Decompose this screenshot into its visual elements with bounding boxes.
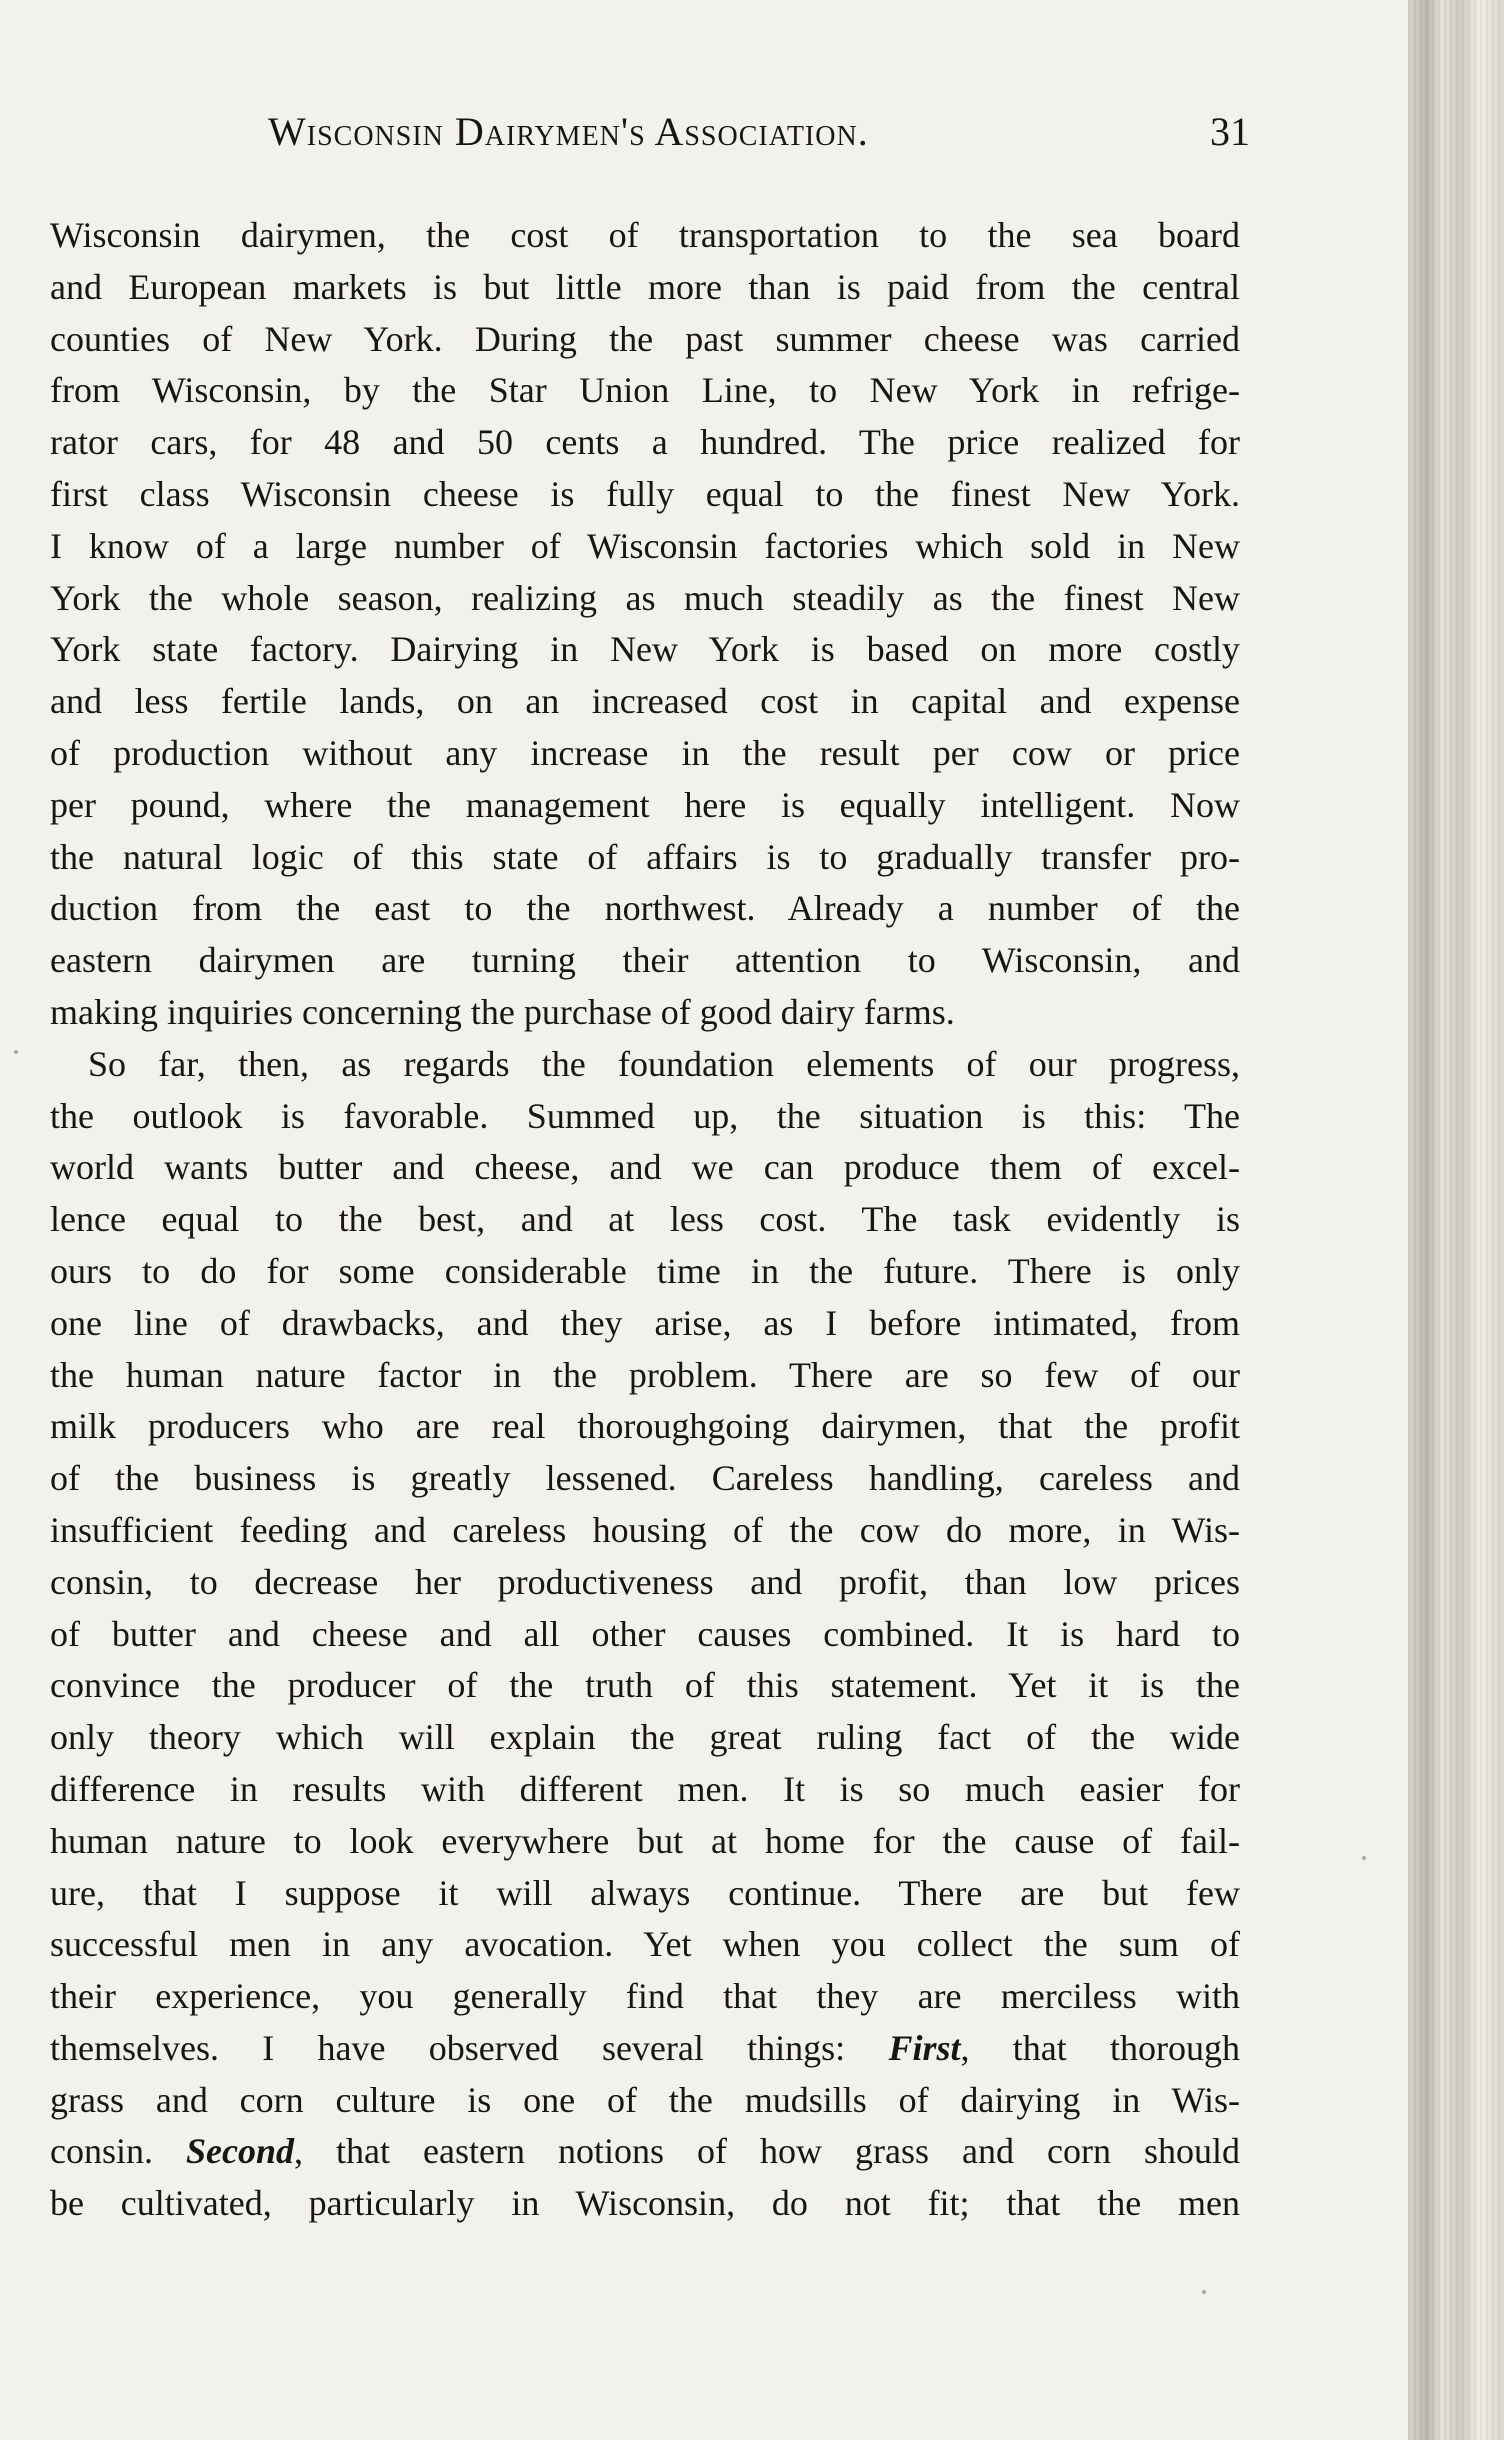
paper-speck bbox=[1202, 2290, 1206, 2294]
text-line: their experience, you generally find that they are merciless with bbox=[50, 1976, 1240, 2017]
text-line: one line of drawbacks, and they arise, as I before intimated, from bbox=[50, 1302, 1240, 1343]
body-text bbox=[50, 210, 1240, 2230]
text-line: successful men in any avocation. Yet when you collect the sum of bbox=[50, 1924, 1240, 1965]
text-line: of the business is greatly lessened. Careless handling, careless and bbox=[50, 1458, 1240, 1499]
text-line: only theory which will explain the great ruling fact of the wide bbox=[50, 1717, 1240, 1758]
text-line: eastern dairymen are turning their attention to Wisconsin, and bbox=[50, 940, 1240, 981]
page-edge bbox=[1408, 0, 1504, 2440]
page-header bbox=[268, 108, 1250, 166]
text-line: York state factory. Dairying in New York is based on more costly bbox=[50, 629, 1240, 670]
paper-speck bbox=[14, 1050, 18, 1054]
text-line: milk producers who are real thoroughgoing dairymen, that the profit bbox=[50, 1406, 1240, 1447]
text-line: first class Wisconsin cheese is fully equal to the finest New York. bbox=[50, 473, 1240, 514]
text-line: and European markets is but little more than is paid from the central bbox=[50, 266, 1240, 307]
text-line: duction from the east to the northwest. Already a number of the bbox=[50, 888, 1240, 929]
paper-speck bbox=[1362, 1856, 1366, 1860]
text-line: York the whole season, realizing as much steadily as the finest New bbox=[50, 577, 1240, 618]
page-number: 31 bbox=[1210, 109, 1250, 154]
text-line: the human nature factor in the problem. There are so few of our bbox=[50, 1354, 1240, 1395]
text-line: Wisconsin dairymen, the cost of transportation to the sea board bbox=[50, 215, 1240, 255]
text-segment: consin. bbox=[50, 2131, 187, 2172]
running-head: Wisconsin Dairymen's Association. bbox=[268, 109, 869, 154]
text-line: making inquiries concerning the purchase of good dairy farms. bbox=[50, 991, 955, 1032]
text-segment: , that thorough bbox=[960, 2027, 1240, 2068]
text-line: grass and corn culture is one of the mudsills of dairying in Wis- bbox=[50, 2079, 1240, 2120]
text-line: lence equal to the best, and at less cost. The task evidently is bbox=[50, 1199, 1240, 1240]
text-line: So far, then, as regards the foundation elements of our progress, bbox=[88, 1043, 1240, 1084]
emphasis-second: Second bbox=[186, 2131, 295, 2172]
text-line: of production without any increase in the result per cow or price bbox=[50, 732, 1240, 773]
text-line: I know of a large number of Wisconsin factories which sold in New bbox=[50, 525, 1240, 566]
text-line: the natural logic of this state of affairs is to gradually transfer pro- bbox=[50, 836, 1240, 877]
text-line: of butter and cheese and all other causes combined. It is hard to bbox=[50, 1613, 1240, 1654]
text-line bbox=[50, 2126, 1240, 2178]
text-segment: , that eastern notions of how grass and corn should bbox=[294, 2131, 1240, 2172]
text-line: ours to do for some considerable time in the future. There is only bbox=[50, 1250, 1240, 1291]
text-line: counties of New York. During the past summer cheese was carried bbox=[50, 318, 1240, 359]
text-line bbox=[50, 2023, 1240, 2075]
text-line: the outlook is favorable. Summed up, the situation is this: The bbox=[50, 1095, 1240, 1136]
text-line: difference in results with different men. It is so much easier for bbox=[50, 1768, 1240, 1809]
text-line: insufficient feeding and careless housing of the cow do more, in Wis- bbox=[50, 1509, 1240, 1550]
page-edge-texture bbox=[1408, 0, 1504, 2440]
text-line: world wants butter and cheese, and we can produce them of excel- bbox=[50, 1147, 1240, 1188]
text-segment: themselves. I have observed several things: bbox=[50, 2027, 889, 2068]
text-line: consin, to decrease her productiveness and profit, than low prices bbox=[50, 1561, 1240, 1602]
text-line: ure, that I suppose it will always continue. There are but few bbox=[50, 1872, 1240, 1913]
text-line: rator cars, for 48 and 50 cents a hundred. The price realized for bbox=[50, 422, 1240, 463]
text-line: per pound, where the management here is equally intelligent. Now bbox=[50, 784, 1240, 825]
text-line: and less fertile lands, on an increased cost in capital and expense bbox=[50, 681, 1240, 722]
text-line: convince the producer of the truth of this statement. Yet it is the bbox=[50, 1665, 1240, 1706]
text-line: be cultivated, particularly in Wisconsin, do not fit; that the men bbox=[50, 2183, 1240, 2224]
text-line: from Wisconsin, by the Star Union Line, to New York in refrige- bbox=[50, 370, 1240, 411]
emphasis-first: First bbox=[888, 2027, 961, 2068]
text-line: human nature to look everywhere but at home for the cause of fail- bbox=[50, 1820, 1240, 1861]
